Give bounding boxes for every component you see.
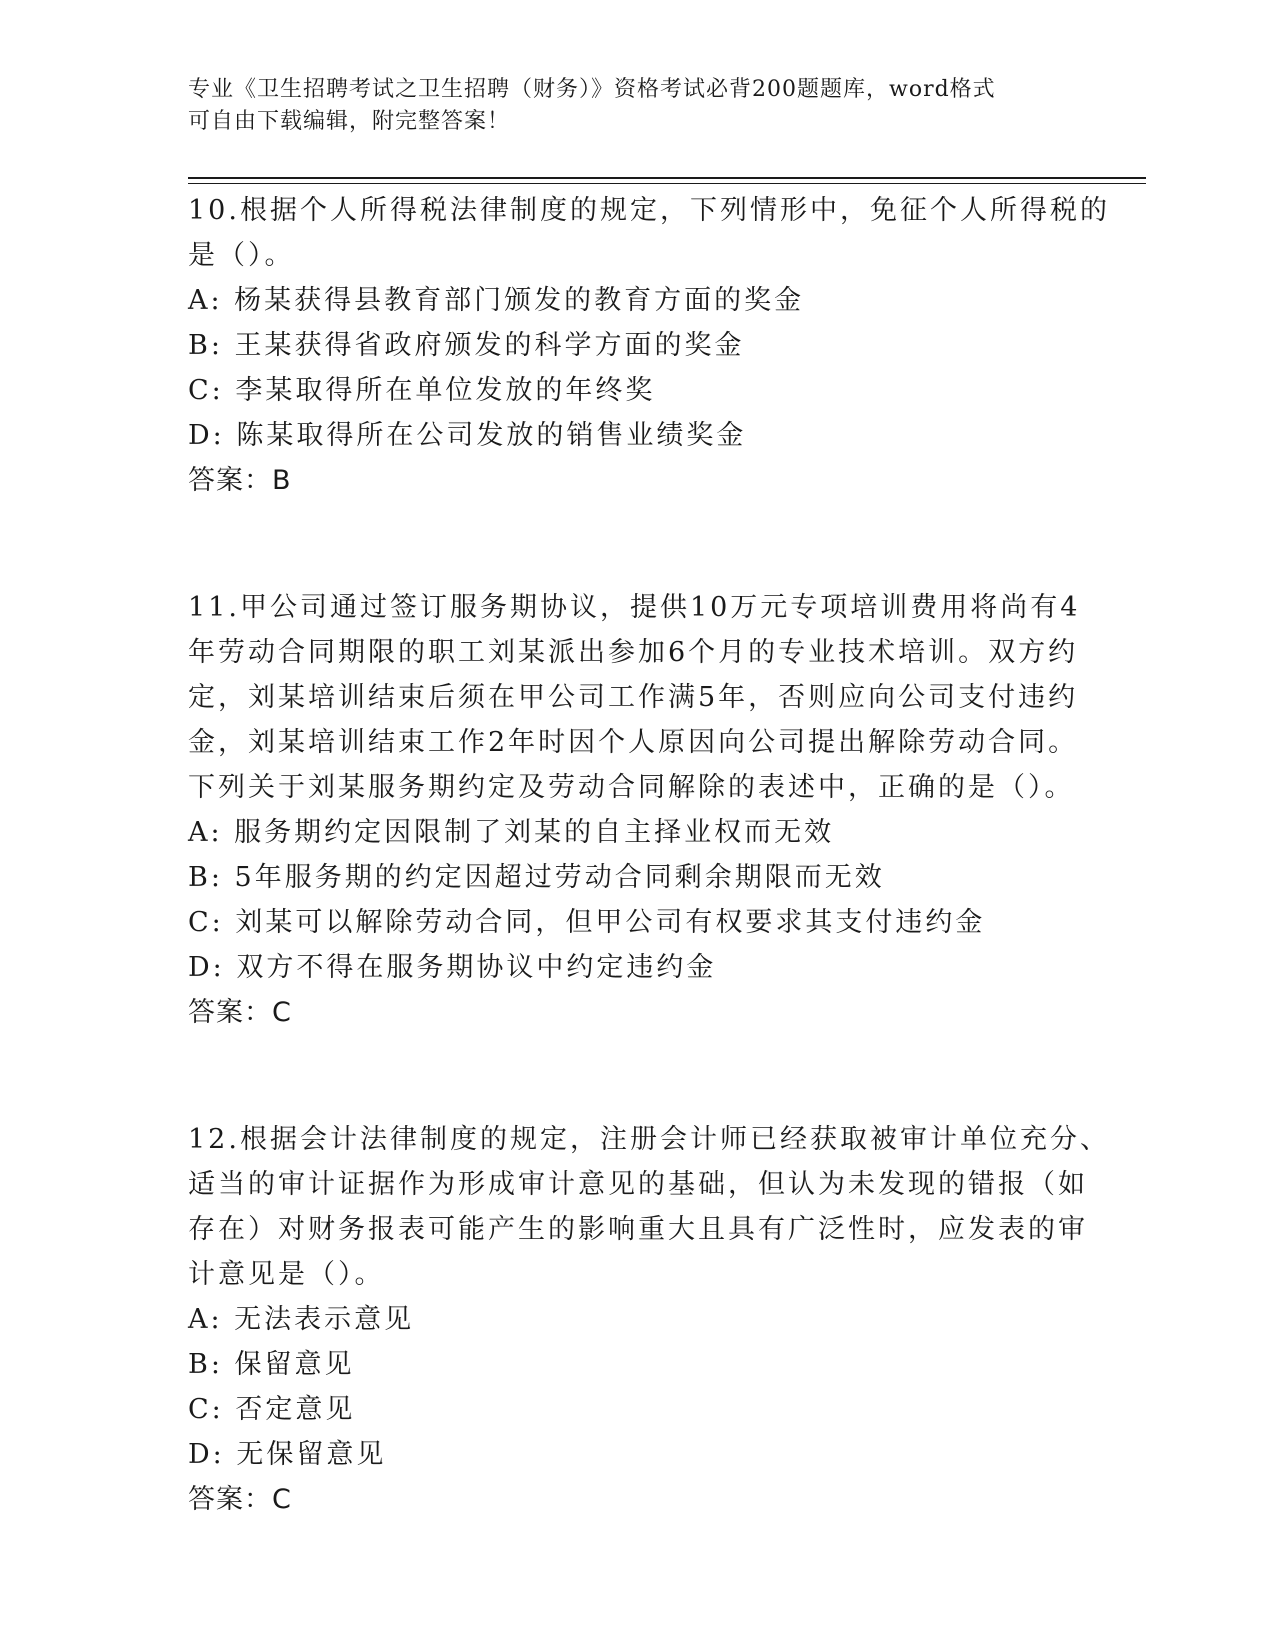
header-line-1: 专业《卫生招聘考试之卫生招聘（财务）》资格考试必背200题题库，word格式 bbox=[188, 77, 996, 102]
question-list bbox=[188, 188, 1110, 1522]
header-divider-thin bbox=[188, 183, 1146, 184]
question-text-line: 定，刘某培训结束后须在甲公司工作满5年，否则应向公司支付违约 bbox=[188, 682, 1079, 713]
option-b: B: 王某获得省政府颁发的科学方面的奖金 bbox=[188, 330, 745, 361]
option-d: D: 双方不得在服务期协议中约定违约金 bbox=[188, 952, 717, 983]
option-c: C: 刘某可以解除劳动合同，但甲公司有权要求其支付违约金 bbox=[188, 907, 986, 938]
question-spacer bbox=[188, 1035, 1088, 1117]
question-text-line: 计意见是（）。 bbox=[188, 1259, 385, 1290]
question-text-line: 12.根据会计法律制度的规定，注册会计师已经获取被审计单位充分、 bbox=[188, 1124, 1110, 1155]
answer-line: 答案：C bbox=[188, 997, 292, 1028]
option-d: D: 陈某取得所在公司发放的销售业绩奖金 bbox=[188, 420, 747, 451]
option-c: C: 否定意见 bbox=[188, 1394, 356, 1425]
question-text-line: 适当的审计证据作为形成审计意见的基础，但认为未发现的错报（如 bbox=[188, 1169, 1088, 1200]
answer-line: 答案：C bbox=[188, 1484, 292, 1515]
question-10 bbox=[188, 188, 1110, 503]
header-divider-thick bbox=[188, 177, 1146, 179]
question-text-line: 金，刘某培训结束工作2年时因个人原因向公司提出解除劳动合同。 bbox=[188, 727, 1079, 758]
option-a: A: 无法表示意见 bbox=[188, 1304, 415, 1335]
header-line-2: 可自由下载编辑，附完整答案！ bbox=[188, 109, 511, 134]
option-a: A: 杨某获得县教育部门颁发的教育方面的奖金 bbox=[188, 285, 805, 316]
question-text-line: 10.根据个人所得税法律制度的规定，下列情形中，免征个人所得税的 bbox=[188, 195, 1110, 226]
document-header bbox=[188, 74, 1068, 138]
option-a: A: 服务期约定因限制了刘某的自主择业权而无效 bbox=[188, 817, 835, 848]
question-spacer bbox=[188, 503, 1088, 585]
question-text-line: 下列关于刘某服务期约定及劳动合同解除的表述中，正确的是（）。 bbox=[188, 772, 1075, 803]
option-b: B: 5年服务期的约定因超过劳动合同剩余期限而无效 bbox=[188, 862, 885, 893]
answer-line: 答案：B bbox=[188, 465, 292, 496]
question-text-line: 年劳动合同期限的职工刘某派出参加6个月的专业技术培训。双方约 bbox=[188, 637, 1079, 668]
option-c: C: 李某取得所在单位发放的年终奖 bbox=[188, 375, 656, 406]
option-d: D: 无保留意见 bbox=[188, 1439, 387, 1470]
question-12 bbox=[188, 1117, 1110, 1522]
question-text-line: 是（）。 bbox=[188, 240, 295, 271]
question-11 bbox=[188, 585, 1088, 1035]
question-text-line: 11.甲公司通过签订服务期协议，提供10万元专项培训费用将尚有4 bbox=[188, 592, 1081, 623]
question-text-line: 存在）对财务报表可能产生的影响重大且具有广泛性时，应发表的审 bbox=[188, 1214, 1088, 1245]
option-b: B: 保留意见 bbox=[188, 1349, 355, 1380]
